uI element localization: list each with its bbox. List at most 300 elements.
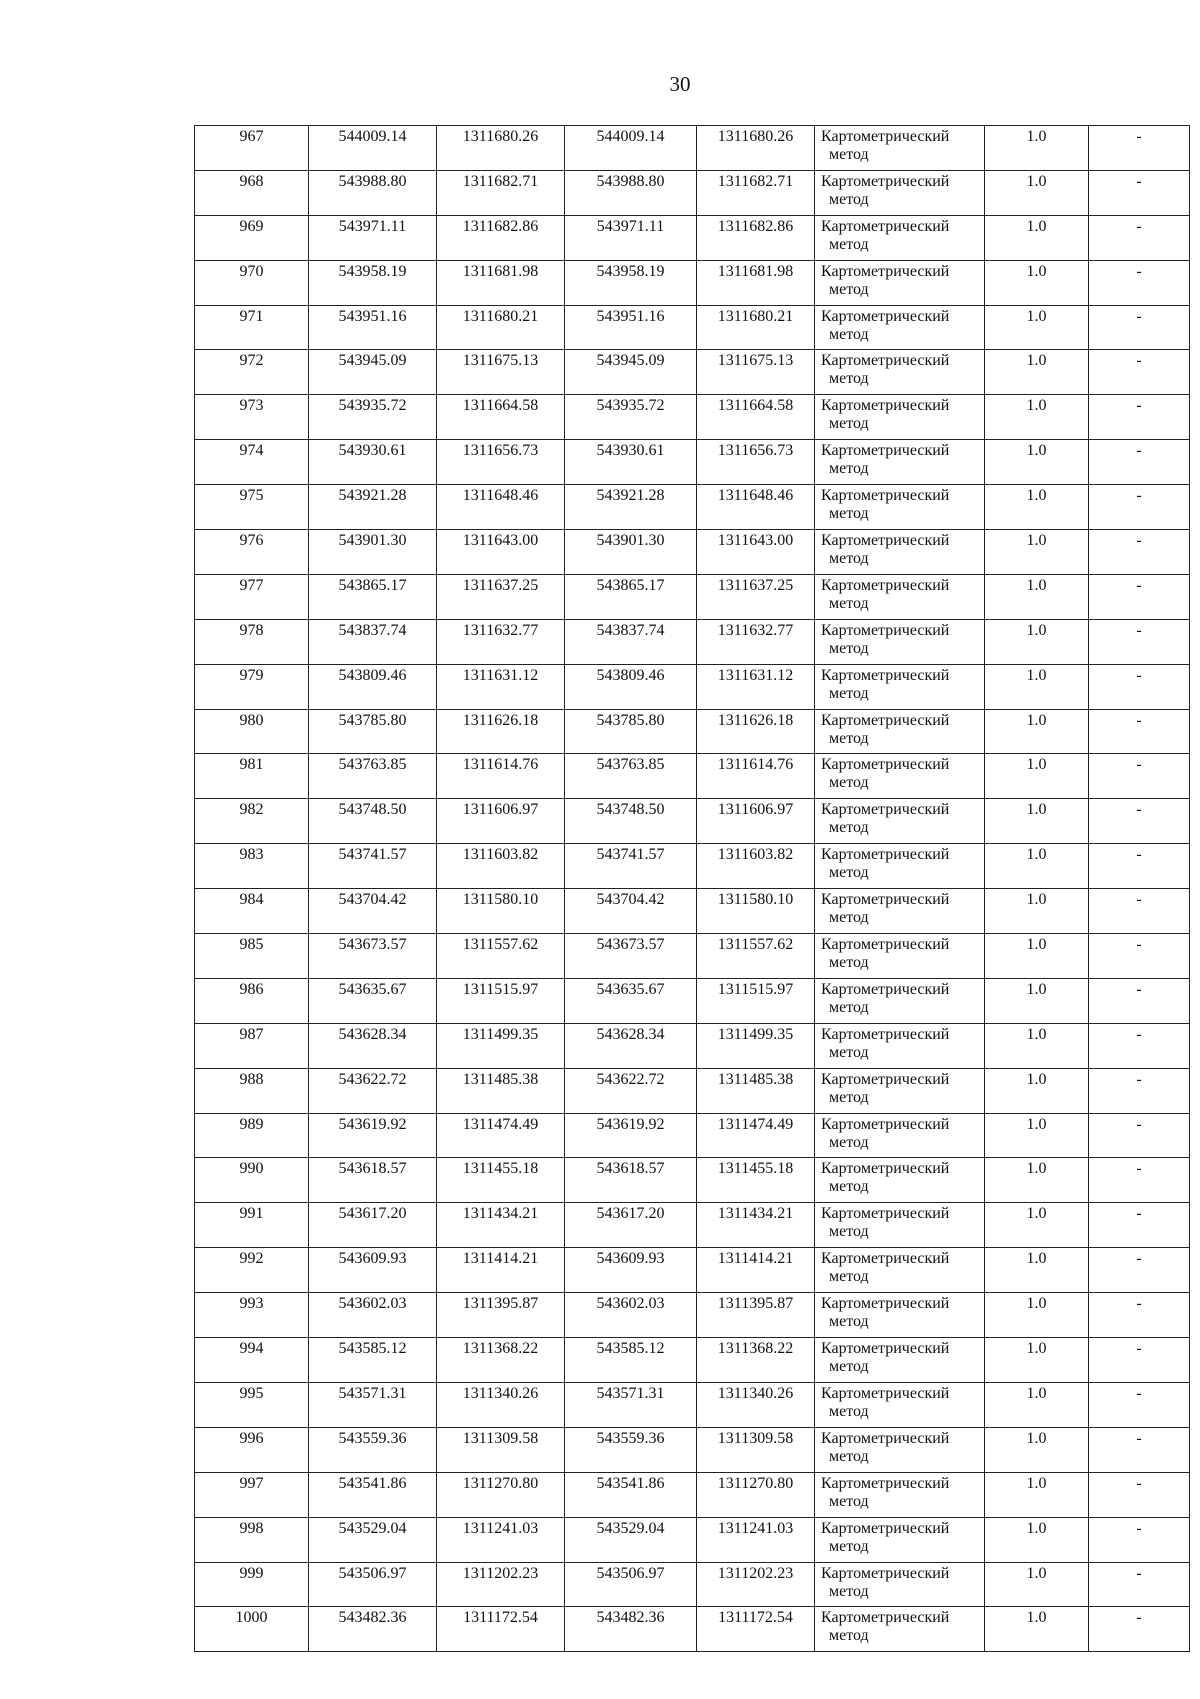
accuracy-cell: 1.0 — [985, 1427, 1089, 1472]
accuracy-cell: 1.0 — [985, 485, 1089, 530]
table-row — [195, 619, 1190, 664]
y-existing-cell: 1311368.22 — [437, 1338, 565, 1383]
x-existing-cell: 543585.12 — [309, 1338, 437, 1383]
table-row — [195, 440, 1190, 485]
y-refined-cell: 1311474.49 — [697, 1113, 815, 1158]
x-refined-cell: 543945.09 — [565, 350, 697, 395]
x-refined-cell: 543951.16 — [565, 305, 697, 350]
y-refined-cell: 1311434.21 — [697, 1203, 815, 1248]
description-cell: - — [1089, 260, 1190, 305]
point-number-cell: 998 — [195, 1517, 309, 1562]
y-refined-cell: 1311664.58 — [697, 395, 815, 440]
table-row — [195, 1068, 1190, 1113]
point-number-cell: 988 — [195, 1068, 309, 1113]
method-line-1: Картометрический — [821, 1025, 950, 1043]
y-refined-cell: 1311682.86 — [697, 215, 815, 260]
y-existing-cell: 1311580.10 — [437, 889, 565, 934]
method-line-1: Картометрический — [821, 397, 950, 415]
method-line-1: Картометрический — [821, 1564, 950, 1582]
x-existing-cell: 543635.67 — [309, 978, 437, 1023]
description-cell: - — [1089, 1427, 1190, 1472]
accuracy-cell: 1.0 — [985, 889, 1089, 934]
method-line-1: Картометрический — [821, 621, 950, 639]
method-line-1: Картометрический — [821, 1519, 950, 1537]
method-line-2: метод — [829, 460, 869, 478]
method-cell — [815, 799, 985, 844]
y-existing-cell: 1311202.23 — [437, 1562, 565, 1607]
description-cell: - — [1089, 1338, 1190, 1383]
x-existing-cell: 543559.36 — [309, 1427, 437, 1472]
description-cell: - — [1089, 978, 1190, 1023]
method-cell — [815, 350, 985, 395]
method-cell — [815, 1158, 985, 1203]
table-row — [195, 754, 1190, 799]
y-refined-cell: 1311681.98 — [697, 260, 815, 305]
table-row — [195, 574, 1190, 619]
x-existing-cell: 543619.92 — [309, 1113, 437, 1158]
method-line-2: метод — [829, 1402, 869, 1420]
point-number-cell: 968 — [195, 170, 309, 215]
point-number-cell: 996 — [195, 1427, 309, 1472]
y-existing-cell: 1311309.58 — [437, 1427, 565, 1472]
method-line-1: Картометрический — [821, 711, 950, 729]
method-line-2: метод — [829, 1358, 869, 1376]
method-line-2: метод — [829, 684, 869, 702]
y-refined-cell: 1311270.80 — [697, 1472, 815, 1517]
x-existing-cell: 543482.36 — [309, 1607, 437, 1652]
y-existing-cell: 1311340.26 — [437, 1382, 565, 1427]
accuracy-cell: 1.0 — [985, 530, 1089, 575]
x-refined-cell: 543901.30 — [565, 530, 697, 575]
y-refined-cell: 1311643.00 — [697, 530, 815, 575]
description-cell: - — [1089, 1472, 1190, 1517]
method-line-1: Картометрический — [821, 1384, 950, 1402]
y-refined-cell: 1311682.71 — [697, 170, 815, 215]
description-cell: - — [1089, 1517, 1190, 1562]
point-number-cell: 970 — [195, 260, 309, 305]
point-number-cell: 977 — [195, 574, 309, 619]
y-refined-cell: 1311606.97 — [697, 799, 815, 844]
method-cell — [815, 754, 985, 799]
x-existing-cell: 543951.16 — [309, 305, 437, 350]
y-refined-cell: 1311485.38 — [697, 1068, 815, 1113]
coordinates-table — [194, 125, 1190, 1652]
y-refined-cell: 1311680.26 — [697, 126, 815, 171]
y-existing-cell: 1311499.35 — [437, 1023, 565, 1068]
accuracy-cell: 1.0 — [985, 799, 1089, 844]
y-existing-cell: 1311632.77 — [437, 619, 565, 664]
accuracy-cell: 1.0 — [985, 1472, 1089, 1517]
x-existing-cell: 543958.19 — [309, 260, 437, 305]
table-row — [195, 1338, 1190, 1383]
method-line-1: Картометрический — [821, 307, 950, 325]
y-existing-cell: 1311603.82 — [437, 844, 565, 889]
x-refined-cell: 543865.17 — [565, 574, 697, 619]
table-row — [195, 1248, 1190, 1293]
method-line-2: метод — [829, 1627, 869, 1645]
point-number-cell: 969 — [195, 215, 309, 260]
description-cell: - — [1089, 844, 1190, 889]
table-row — [195, 1293, 1190, 1338]
table-row — [195, 934, 1190, 979]
x-refined-cell: 543559.36 — [565, 1427, 697, 1472]
description-cell: - — [1089, 709, 1190, 754]
x-existing-cell: 543945.09 — [309, 350, 437, 395]
method-line-2: метод — [829, 190, 869, 208]
accuracy-cell: 1.0 — [985, 350, 1089, 395]
point-number-cell: 980 — [195, 709, 309, 754]
method-line-1: Картометрический — [821, 217, 950, 235]
description-cell: - — [1089, 350, 1190, 395]
method-line-2: метод — [829, 1582, 869, 1600]
x-existing-cell: 543971.11 — [309, 215, 437, 260]
x-existing-cell: 543935.72 — [309, 395, 437, 440]
description-cell: - — [1089, 1382, 1190, 1427]
accuracy-cell: 1.0 — [985, 1382, 1089, 1427]
x-refined-cell: 543921.28 — [565, 485, 697, 530]
x-existing-cell: 543748.50 — [309, 799, 437, 844]
table-row — [195, 844, 1190, 889]
accuracy-cell: 1.0 — [985, 754, 1089, 799]
x-existing-cell: 543618.57 — [309, 1158, 437, 1203]
description-cell: - — [1089, 1293, 1190, 1338]
method-line-1: Картометрический — [821, 576, 950, 594]
method-line-2: метод — [829, 505, 869, 523]
accuracy-cell: 1.0 — [985, 1023, 1089, 1068]
y-refined-cell: 1311309.58 — [697, 1427, 815, 1472]
table-row — [195, 126, 1190, 171]
method-line-2: метод — [829, 146, 869, 163]
x-refined-cell: 543785.80 — [565, 709, 697, 754]
point-number-cell: 1000 — [195, 1607, 309, 1652]
method-line-1: Картометрический — [821, 936, 950, 954]
method-line-1: Картометрический — [821, 756, 950, 774]
method-line-1: Картометрический — [821, 980, 950, 998]
method-cell — [815, 395, 985, 440]
description-cell: - — [1089, 1113, 1190, 1158]
point-number-cell: 990 — [195, 1158, 309, 1203]
method-line-2: метод — [829, 909, 869, 927]
y-refined-cell: 1311172.54 — [697, 1607, 815, 1652]
y-refined-cell: 1311340.26 — [697, 1382, 815, 1427]
table-row — [195, 260, 1190, 305]
method-line-1: Картометрический — [821, 442, 950, 460]
method-line-2: метод — [829, 729, 869, 747]
description-cell: - — [1089, 170, 1190, 215]
method-cell — [815, 1427, 985, 1472]
x-existing-cell: 543901.30 — [309, 530, 437, 575]
x-refined-cell: 543585.12 — [565, 1338, 697, 1383]
x-existing-cell: 543785.80 — [309, 709, 437, 754]
x-refined-cell: 543482.36 — [565, 1607, 697, 1652]
table-row — [195, 485, 1190, 530]
method-cell — [815, 934, 985, 979]
accuracy-cell: 1.0 — [985, 215, 1089, 260]
point-number-cell: 997 — [195, 1472, 309, 1517]
method-line-2: метод — [829, 550, 869, 568]
y-refined-cell: 1311656.73 — [697, 440, 815, 485]
method-cell — [815, 1562, 985, 1607]
x-existing-cell: 543837.74 — [309, 619, 437, 664]
x-existing-cell: 543609.93 — [309, 1248, 437, 1293]
table-row — [195, 1113, 1190, 1158]
method-line-2: метод — [829, 774, 869, 792]
method-line-1: Картометрический — [821, 1250, 950, 1268]
description-cell: - — [1089, 1607, 1190, 1652]
point-number-cell: 999 — [195, 1562, 309, 1607]
y-refined-cell: 1311603.82 — [697, 844, 815, 889]
method-line-2: метод — [829, 864, 869, 882]
method-line-1: Картометрический — [821, 1295, 950, 1313]
y-existing-cell: 1311656.73 — [437, 440, 565, 485]
accuracy-cell: 1.0 — [985, 1517, 1089, 1562]
y-existing-cell: 1311680.21 — [437, 305, 565, 350]
x-existing-cell: 543930.61 — [309, 440, 437, 485]
y-existing-cell: 1311614.76 — [437, 754, 565, 799]
method-cell — [815, 1068, 985, 1113]
y-existing-cell: 1311682.71 — [437, 170, 565, 215]
x-refined-cell: 543622.72 — [565, 1068, 697, 1113]
method-cell — [815, 305, 985, 350]
y-refined-cell: 1311414.21 — [697, 1248, 815, 1293]
table-row — [195, 530, 1190, 575]
x-refined-cell: 543529.04 — [565, 1517, 697, 1562]
accuracy-cell: 1.0 — [985, 574, 1089, 619]
method-cell — [815, 978, 985, 1023]
method-line-1: Картометрический — [821, 532, 950, 550]
point-number-cell: 973 — [195, 395, 309, 440]
method-line-1: Картометрический — [821, 172, 950, 190]
description-cell: - — [1089, 485, 1190, 530]
description-cell: - — [1089, 440, 1190, 485]
x-existing-cell: 543921.28 — [309, 485, 437, 530]
x-refined-cell: 543809.46 — [565, 664, 697, 709]
method-line-2: метод — [829, 819, 869, 837]
description-cell: - — [1089, 1068, 1190, 1113]
method-cell — [815, 215, 985, 260]
y-refined-cell: 1311632.77 — [697, 619, 815, 664]
method-line-2: метод — [829, 280, 869, 298]
y-existing-cell: 1311172.54 — [437, 1607, 565, 1652]
point-number-cell: 989 — [195, 1113, 309, 1158]
y-refined-cell: 1311241.03 — [697, 1517, 815, 1562]
y-refined-cell: 1311499.35 — [697, 1023, 815, 1068]
method-line-2: метод — [829, 325, 869, 343]
y-refined-cell: 1311637.25 — [697, 574, 815, 619]
description-cell: - — [1089, 934, 1190, 979]
accuracy-cell: 1.0 — [985, 1113, 1089, 1158]
y-refined-cell: 1311515.97 — [697, 978, 815, 1023]
x-refined-cell: 543506.97 — [565, 1562, 697, 1607]
method-line-2: метод — [829, 1043, 869, 1061]
accuracy-cell: 1.0 — [985, 1562, 1089, 1607]
method-cell — [815, 889, 985, 934]
page-number: 30 — [669, 72, 691, 96]
y-refined-cell: 1311614.76 — [697, 754, 815, 799]
accuracy-cell: 1.0 — [985, 844, 1089, 889]
y-existing-cell: 1311395.87 — [437, 1293, 565, 1338]
description-cell: - — [1089, 574, 1190, 619]
method-line-2: метод — [829, 370, 869, 388]
description-cell: - — [1089, 1248, 1190, 1293]
y-existing-cell: 1311681.98 — [437, 260, 565, 305]
table-row — [195, 709, 1190, 754]
y-existing-cell: 1311648.46 — [437, 485, 565, 530]
x-existing-cell: 543622.72 — [309, 1068, 437, 1113]
table-row — [195, 1607, 1190, 1652]
method-line-1: Картометрический — [821, 1070, 950, 1088]
accuracy-cell: 1.0 — [985, 305, 1089, 350]
x-existing-cell: 543529.04 — [309, 1517, 437, 1562]
x-existing-cell: 543809.46 — [309, 664, 437, 709]
x-refined-cell: 543609.93 — [565, 1248, 697, 1293]
description-cell: - — [1089, 799, 1190, 844]
y-existing-cell: 1311434.21 — [437, 1203, 565, 1248]
table-row — [195, 305, 1190, 350]
y-existing-cell: 1311241.03 — [437, 1517, 565, 1562]
method-line-1: Картометрический — [821, 1160, 950, 1178]
x-existing-cell: 543763.85 — [309, 754, 437, 799]
y-existing-cell: 1311455.18 — [437, 1158, 565, 1203]
method-line-1: Картометрический — [821, 1205, 950, 1223]
x-refined-cell: 543971.11 — [565, 215, 697, 260]
x-refined-cell: 543988.80 — [565, 170, 697, 215]
x-existing-cell: 543571.31 — [309, 1382, 437, 1427]
description-cell: - — [1089, 1562, 1190, 1607]
y-refined-cell: 1311675.13 — [697, 350, 815, 395]
method-line-2: метод — [829, 1268, 869, 1286]
y-refined-cell: 1311368.22 — [697, 1338, 815, 1383]
x-refined-cell: 543541.86 — [565, 1472, 697, 1517]
accuracy-cell: 1.0 — [985, 1158, 1089, 1203]
point-number-cell: 991 — [195, 1203, 309, 1248]
y-existing-cell: 1311637.25 — [437, 574, 565, 619]
method-cell — [815, 440, 985, 485]
accuracy-cell: 1.0 — [985, 1248, 1089, 1293]
accuracy-cell: 1.0 — [985, 1607, 1089, 1652]
table-body — [195, 126, 1190, 1652]
method-cell — [815, 574, 985, 619]
x-refined-cell: 543635.67 — [565, 978, 697, 1023]
accuracy-cell: 1.0 — [985, 978, 1089, 1023]
y-refined-cell: 1311557.62 — [697, 934, 815, 979]
method-line-1: Картометрический — [821, 1474, 950, 1492]
point-number-cell: 986 — [195, 978, 309, 1023]
point-number-cell: 984 — [195, 889, 309, 934]
method-line-2: метод — [829, 1537, 869, 1555]
method-cell — [815, 1472, 985, 1517]
point-number-cell: 993 — [195, 1293, 309, 1338]
y-existing-cell: 1311680.26 — [437, 126, 565, 171]
method-line-1: Картометрический — [821, 846, 950, 864]
method-line-1: Картометрический — [821, 891, 950, 909]
method-cell — [815, 170, 985, 215]
x-existing-cell: 543602.03 — [309, 1293, 437, 1338]
x-refined-cell: 543617.20 — [565, 1203, 697, 1248]
method-line-2: метод — [829, 1223, 869, 1241]
x-refined-cell: 543619.92 — [565, 1113, 697, 1158]
method-line-2: метод — [829, 954, 869, 972]
method-line-2: метод — [829, 1492, 869, 1510]
point-number-cell: 975 — [195, 485, 309, 530]
point-number-cell: 981 — [195, 754, 309, 799]
point-number-cell: 979 — [195, 664, 309, 709]
description-cell: - — [1089, 530, 1190, 575]
point-number-cell: 967 — [195, 126, 309, 171]
method-cell — [815, 1248, 985, 1293]
y-refined-cell: 1311395.87 — [697, 1293, 815, 1338]
description-cell: - — [1089, 754, 1190, 799]
table-row — [195, 350, 1190, 395]
table-row — [195, 1427, 1190, 1472]
y-refined-cell: 1311580.10 — [697, 889, 815, 934]
point-number-cell: 987 — [195, 1023, 309, 1068]
y-existing-cell: 1311270.80 — [437, 1472, 565, 1517]
x-existing-cell: 543541.86 — [309, 1472, 437, 1517]
x-refined-cell: 543602.03 — [565, 1293, 697, 1338]
y-existing-cell: 1311606.97 — [437, 799, 565, 844]
method-line-2: метод — [829, 594, 869, 612]
accuracy-cell: 1.0 — [985, 126, 1089, 171]
point-number-cell: 995 — [195, 1382, 309, 1427]
method-cell — [815, 1517, 985, 1562]
table-row — [195, 978, 1190, 1023]
method-cell — [815, 844, 985, 889]
table-row — [195, 1517, 1190, 1562]
method-line-1: Картометрический — [821, 487, 950, 505]
description-cell: - — [1089, 1158, 1190, 1203]
method-line-2: метод — [829, 1133, 869, 1151]
method-cell — [815, 1607, 985, 1652]
accuracy-cell: 1.0 — [985, 395, 1089, 440]
method-line-1: Картометрический — [821, 801, 950, 819]
y-refined-cell: 1311648.46 — [697, 485, 815, 530]
method-cell — [815, 1113, 985, 1158]
method-cell — [815, 619, 985, 664]
method-cell — [815, 260, 985, 305]
y-existing-cell: 1311643.00 — [437, 530, 565, 575]
method-cell — [815, 1203, 985, 1248]
y-existing-cell: 1311626.18 — [437, 709, 565, 754]
method-line-1: Картометрический — [821, 1115, 950, 1133]
y-existing-cell: 1311515.97 — [437, 978, 565, 1023]
y-refined-cell: 1311202.23 — [697, 1562, 815, 1607]
table-row — [195, 799, 1190, 844]
description-cell: - — [1089, 395, 1190, 440]
y-existing-cell: 1311664.58 — [437, 395, 565, 440]
point-number-cell: 978 — [195, 619, 309, 664]
accuracy-cell: 1.0 — [985, 1338, 1089, 1383]
method-line-1: Картометрический — [821, 1609, 950, 1627]
x-refined-cell: 543618.57 — [565, 1158, 697, 1203]
table-row — [195, 395, 1190, 440]
accuracy-cell: 1.0 — [985, 709, 1089, 754]
description-cell: - — [1089, 889, 1190, 934]
method-cell — [815, 530, 985, 575]
x-refined-cell: 543741.57 — [565, 844, 697, 889]
y-refined-cell: 1311626.18 — [697, 709, 815, 754]
x-refined-cell: 543958.19 — [565, 260, 697, 305]
x-existing-cell: 543988.80 — [309, 170, 437, 215]
description-cell: - — [1089, 1203, 1190, 1248]
accuracy-cell: 1.0 — [985, 1293, 1089, 1338]
method-line-1: Картометрический — [821, 128, 950, 145]
method-line-1: Картометрический — [821, 666, 950, 684]
accuracy-cell: 1.0 — [985, 440, 1089, 485]
y-existing-cell: 1311675.13 — [437, 350, 565, 395]
x-refined-cell: 543763.85 — [565, 754, 697, 799]
method-line-2: метод — [829, 235, 869, 253]
